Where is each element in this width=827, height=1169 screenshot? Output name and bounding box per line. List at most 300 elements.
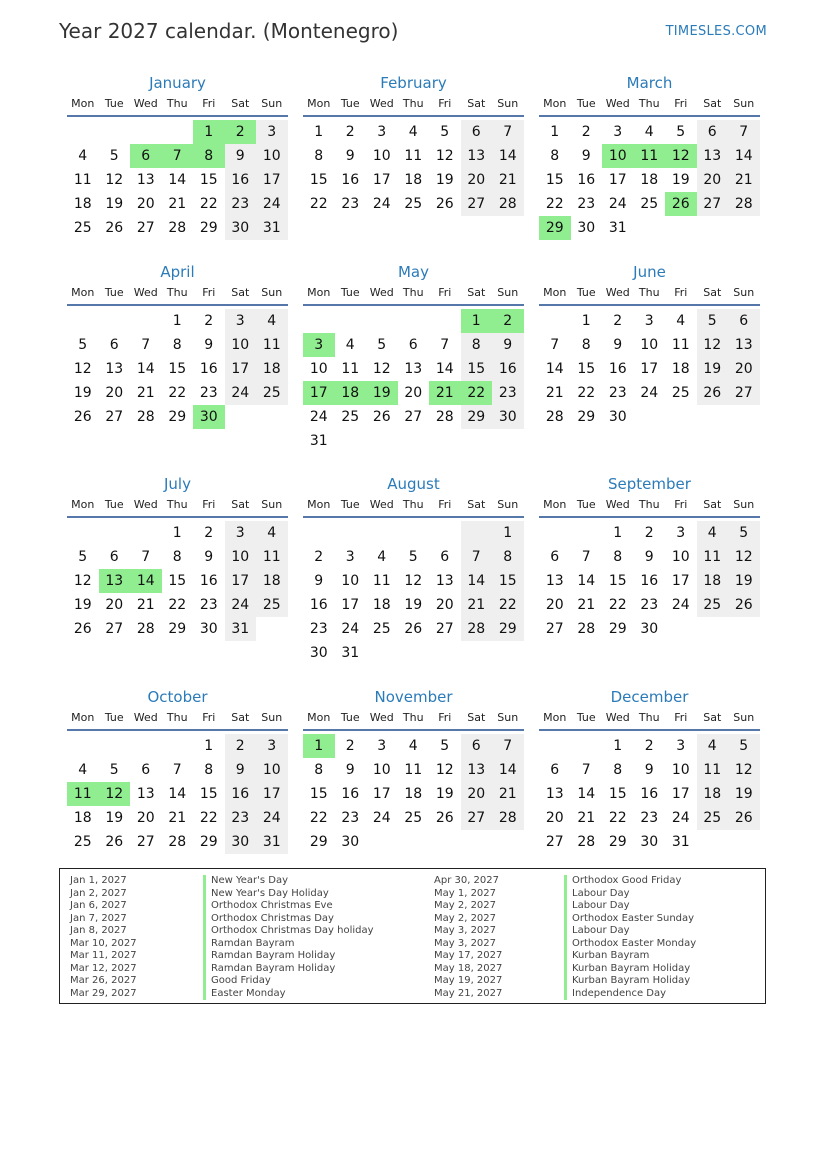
day-cell[interactable]: 13 — [461, 758, 493, 782]
day-cell[interactable]: 29 — [199, 220, 218, 236]
day-cell[interactable]: 21 — [492, 782, 524, 806]
day-cell[interactable]: 25 — [697, 806, 729, 830]
day-cell[interactable]: 18 — [372, 597, 391, 613]
day-cell[interactable]: 11 — [372, 573, 391, 589]
day-cell[interactable]: 26 — [105, 834, 124, 850]
day-cell[interactable]: 3 — [613, 124, 623, 140]
day-cell[interactable]: 6 — [550, 762, 560, 778]
day-cell[interactable]: 17 — [256, 782, 288, 806]
day-cell[interactable]: 28 — [728, 192, 760, 216]
day-cell[interactable]: 1 — [193, 120, 225, 144]
day-cell[interactable]: 4 — [78, 762, 88, 778]
day-cell[interactable]: 17 — [608, 172, 627, 188]
day-cell[interactable]: 24 — [256, 806, 288, 830]
day-cell[interactable]: 26 — [435, 810, 454, 826]
day-cell[interactable]: 30 — [341, 834, 360, 850]
day-cell[interactable]: 21 — [136, 385, 155, 401]
day-cell[interactable]: 11 — [67, 782, 99, 806]
day-cell[interactable]: 6 — [141, 762, 151, 778]
day-cell[interactable]: 8 — [314, 762, 324, 778]
day-cell[interactable]: 26 — [372, 409, 391, 425]
day-cell[interactable]: 20 — [461, 168, 493, 192]
day-cell[interactable]: 19 — [697, 357, 729, 381]
day-cell[interactable]: 5 — [440, 738, 450, 754]
day-cell[interactable]: 1 — [550, 124, 560, 140]
day-cell[interactable]: 6 — [550, 549, 560, 565]
day-cell[interactable]: 1 — [461, 309, 493, 333]
day-cell[interactable]: 15 — [492, 569, 524, 593]
day-cell[interactable]: 21 — [577, 810, 596, 826]
day-cell[interactable]: 27 — [435, 621, 454, 637]
day-cell[interactable]: 14 — [168, 172, 187, 188]
day-cell[interactable]: 17 — [640, 361, 659, 377]
day-cell[interactable]: 30 — [193, 405, 225, 429]
day-cell[interactable]: 16 — [199, 361, 218, 377]
day-cell[interactable]: 9 — [225, 144, 257, 168]
day-cell[interactable]: 27 — [545, 834, 564, 850]
day-cell[interactable]: 16 — [341, 786, 360, 802]
day-cell[interactable]: 15 — [577, 361, 596, 377]
day-cell[interactable]: 24 — [225, 381, 257, 405]
day-cell[interactable]: 23 — [492, 381, 524, 405]
day-cell[interactable]: 12 — [435, 148, 454, 164]
day-cell[interactable]: 16 — [341, 172, 360, 188]
day-cell[interactable]: 11 — [73, 172, 92, 188]
day-cell[interactable]: 29 — [461, 405, 493, 429]
day-cell[interactable]: 7 — [440, 337, 450, 353]
day-cell[interactable]: 25 — [73, 220, 92, 236]
day-cell[interactable]: 20 — [545, 597, 564, 613]
day-cell[interactable]: 16 — [225, 168, 257, 192]
day-cell[interactable]: 16 — [640, 786, 659, 802]
day-cell[interactable]: 10 — [372, 148, 391, 164]
day-cell[interactable]: 4 — [78, 148, 88, 164]
day-cell[interactable]: 23 — [577, 196, 596, 212]
day-cell[interactable]: 24 — [640, 385, 659, 401]
day-cell[interactable]: 8 — [461, 333, 493, 357]
day-cell[interactable]: 31 — [309, 433, 328, 449]
day-cell[interactable]: 5 — [408, 549, 418, 565]
day-cell[interactable]: 24 — [372, 196, 391, 212]
day-cell[interactable]: 14 — [545, 361, 564, 377]
day-cell[interactable]: 30 — [608, 409, 627, 425]
day-cell[interactable]: 1 — [204, 738, 214, 754]
day-cell[interactable]: 7 — [492, 120, 524, 144]
day-cell[interactable]: 25 — [640, 196, 659, 212]
day-cell[interactable]: 18 — [256, 569, 288, 593]
day-cell[interactable]: 24 — [256, 192, 288, 216]
day-cell[interactable]: 26 — [728, 806, 760, 830]
day-cell[interactable]: 14 — [168, 786, 187, 802]
day-cell[interactable]: 13 — [545, 573, 564, 589]
day-cell[interactable]: 11 — [697, 758, 729, 782]
day-cell[interactable]: 23 — [341, 810, 360, 826]
day-cell[interactable]: 25 — [671, 385, 690, 401]
day-cell[interactable]: 22 — [577, 385, 596, 401]
day-cell[interactable]: 16 — [492, 357, 524, 381]
day-cell[interactable]: 2 — [345, 738, 355, 754]
day-cell[interactable]: 7 — [492, 734, 524, 758]
day-cell[interactable]: 18 — [404, 786, 423, 802]
day-cell[interactable]: 11 — [404, 762, 423, 778]
day-cell[interactable]: 17 — [341, 597, 360, 613]
day-cell[interactable]: 4 — [676, 313, 686, 329]
day-cell[interactable]: 27 — [461, 806, 493, 830]
day-cell[interactable]: 17 — [671, 573, 690, 589]
day-cell[interactable]: 19 — [671, 172, 690, 188]
day-cell[interactable]: 10 — [256, 758, 288, 782]
day-cell[interactable]: 31 — [608, 220, 627, 236]
day-cell[interactable]: 23 — [225, 192, 257, 216]
day-cell[interactable]: 12 — [728, 758, 760, 782]
day-cell[interactable]: 12 — [728, 545, 760, 569]
day-cell[interactable]: 18 — [256, 357, 288, 381]
day-cell[interactable]: 29 — [608, 834, 627, 850]
day-cell[interactable]: 4 — [697, 734, 729, 758]
day-cell[interactable]: 9 — [644, 549, 654, 565]
day-cell[interactable]: 23 — [225, 806, 257, 830]
day-cell[interactable]: 1 — [581, 313, 591, 329]
day-cell[interactable]: 3 — [676, 738, 686, 754]
day-cell[interactable]: 9 — [314, 573, 324, 589]
day-cell[interactable]: 30 — [640, 834, 659, 850]
day-cell[interactable]: 7 — [141, 337, 151, 353]
day-cell[interactable]: 3 — [303, 333, 335, 357]
day-cell[interactable]: 18 — [404, 172, 423, 188]
day-cell[interactable]: 10 — [341, 573, 360, 589]
day-cell[interactable]: 29 — [608, 621, 627, 637]
day-cell[interactable]: 16 — [309, 597, 328, 613]
day-cell[interactable]: 7 — [728, 120, 760, 144]
day-cell[interactable]: 15 — [608, 786, 627, 802]
day-cell[interactable]: 9 — [204, 549, 214, 565]
day-cell[interactable]: 23 — [199, 385, 218, 401]
day-cell[interactable]: 7 — [581, 549, 591, 565]
day-cell[interactable]: 25 — [697, 593, 729, 617]
day-cell[interactable]: 7 — [141, 549, 151, 565]
day-cell[interactable]: 4 — [345, 337, 355, 353]
day-cell[interactable]: 18 — [697, 782, 729, 806]
day-cell[interactable]: 26 — [697, 381, 729, 405]
day-cell[interactable]: 27 — [105, 409, 124, 425]
day-cell[interactable]: 5 — [728, 521, 760, 545]
day-cell[interactable]: 14 — [136, 361, 155, 377]
day-cell[interactable]: 20 — [136, 810, 155, 826]
day-cell[interactable]: 3 — [256, 734, 288, 758]
day-cell[interactable]: 22 — [168, 597, 187, 613]
day-cell[interactable]: 15 — [168, 573, 187, 589]
day-cell[interactable]: 6 — [728, 309, 760, 333]
day-cell[interactable]: 8 — [550, 148, 560, 164]
day-cell[interactable]: 3 — [377, 124, 387, 140]
day-cell[interactable]: 20 — [728, 357, 760, 381]
day-cell[interactable]: 31 — [671, 834, 690, 850]
day-cell[interactable]: 21 — [461, 593, 493, 617]
day-cell[interactable]: 25 — [341, 409, 360, 425]
day-cell[interactable]: 1 — [492, 521, 524, 545]
day-cell[interactable]: 31 — [225, 617, 257, 641]
day-cell[interactable]: 2 — [644, 738, 654, 754]
day-cell[interactable]: 4 — [408, 124, 418, 140]
day-cell[interactable]: 13 — [728, 333, 760, 357]
day-cell[interactable]: 16 — [608, 361, 627, 377]
day-cell[interactable]: 7 — [581, 762, 591, 778]
day-cell[interactable]: 2 — [644, 525, 654, 541]
day-cell[interactable]: 18 — [697, 569, 729, 593]
day-cell[interactable]: 11 — [697, 545, 729, 569]
day-cell[interactable]: 8 — [204, 762, 214, 778]
day-cell[interactable]: 11 — [256, 545, 288, 569]
day-cell[interactable]: 4 — [256, 521, 288, 545]
day-cell[interactable]: 11 — [634, 144, 666, 168]
day-cell[interactable]: 22 — [309, 196, 328, 212]
day-cell[interactable]: 13 — [461, 144, 493, 168]
day-cell[interactable]: 14 — [492, 144, 524, 168]
day-cell[interactable]: 6 — [130, 144, 162, 168]
day-cell[interactable]: 24 — [341, 621, 360, 637]
day-cell[interactable]: 29 — [309, 834, 328, 850]
day-cell[interactable]: 5 — [377, 337, 387, 353]
day-cell[interactable]: 6 — [109, 337, 119, 353]
day-cell[interactable]: 6 — [109, 549, 119, 565]
day-cell[interactable]: 19 — [73, 597, 92, 613]
day-cell[interactable]: 27 — [545, 621, 564, 637]
day-cell[interactable]: 5 — [676, 124, 686, 140]
day-cell[interactable]: 22 — [199, 196, 218, 212]
day-cell[interactable]: 28 — [577, 621, 596, 637]
day-cell[interactable]: 27 — [461, 192, 493, 216]
day-cell[interactable]: 28 — [168, 834, 187, 850]
day-cell[interactable]: 22 — [608, 810, 627, 826]
day-cell[interactable]: 5 — [109, 148, 119, 164]
day-cell[interactable]: 14 — [728, 144, 760, 168]
day-cell[interactable]: 27 — [697, 192, 729, 216]
day-cell[interactable]: 20 — [105, 597, 124, 613]
day-cell[interactable]: 28 — [435, 409, 454, 425]
day-cell[interactable]: 4 — [377, 549, 387, 565]
day-cell[interactable]: 10 — [602, 144, 634, 168]
day-cell[interactable]: 12 — [404, 573, 423, 589]
day-cell[interactable]: 23 — [640, 810, 659, 826]
day-cell[interactable]: 9 — [345, 148, 355, 164]
day-cell[interactable]: 19 — [728, 569, 760, 593]
day-cell[interactable]: 20 — [697, 168, 729, 192]
day-cell[interactable]: 13 — [697, 144, 729, 168]
day-cell[interactable]: 28 — [577, 834, 596, 850]
day-cell[interactable]: 1 — [172, 313, 182, 329]
day-cell[interactable]: 12 — [697, 333, 729, 357]
day-cell[interactable]: 23 — [199, 597, 218, 613]
day-cell[interactable]: 10 — [225, 545, 257, 569]
day-cell[interactable]: 2 — [581, 124, 591, 140]
day-cell[interactable]: 2 — [225, 120, 257, 144]
day-cell[interactable]: 13 — [105, 361, 124, 377]
day-cell[interactable]: 6 — [461, 734, 493, 758]
day-cell[interactable]: 24 — [671, 810, 690, 826]
day-cell[interactable]: 23 — [608, 385, 627, 401]
day-cell[interactable]: 4 — [697, 521, 729, 545]
day-cell[interactable]: 22 — [492, 593, 524, 617]
day-cell[interactable]: 29 — [168, 409, 187, 425]
day-cell[interactable]: 2 — [613, 313, 623, 329]
day-cell[interactable]: 7 — [461, 545, 493, 569]
day-cell[interactable]: 15 — [309, 172, 328, 188]
day-cell[interactable]: 9 — [225, 758, 257, 782]
day-cell[interactable]: 26 — [105, 220, 124, 236]
day-cell[interactable]: 10 — [671, 762, 690, 778]
day-cell[interactable]: 21 — [168, 196, 187, 212]
day-cell[interactable]: 28 — [545, 409, 564, 425]
day-cell[interactable]: 14 — [577, 786, 596, 802]
day-cell[interactable]: 13 — [435, 573, 454, 589]
day-cell[interactable]: 21 — [168, 810, 187, 826]
day-cell[interactable]: 13 — [99, 569, 131, 593]
day-cell[interactable]: 7 — [172, 762, 182, 778]
day-cell[interactable]: 29 — [539, 216, 571, 240]
day-cell[interactable]: 17 — [303, 381, 335, 405]
day-cell[interactable]: 5 — [78, 549, 88, 565]
day-cell[interactable]: 4 — [644, 124, 654, 140]
day-cell[interactable]: 27 — [728, 381, 760, 405]
day-cell[interactable]: 1 — [613, 525, 623, 541]
day-cell[interactable]: 6 — [461, 120, 493, 144]
day-cell[interactable]: 5 — [440, 124, 450, 140]
day-cell[interactable]: 8 — [581, 337, 591, 353]
day-cell[interactable]: 20 — [461, 782, 493, 806]
day-cell[interactable]: 22 — [199, 810, 218, 826]
day-cell[interactable]: 3 — [644, 313, 654, 329]
day-cell[interactable]: 25 — [73, 834, 92, 850]
day-cell[interactable]: 10 — [225, 333, 257, 357]
day-cell[interactable]: 5 — [109, 762, 119, 778]
day-cell[interactable]: 11 — [671, 337, 690, 353]
day-cell[interactable]: 8 — [193, 144, 225, 168]
brand-link[interactable]: TIMESLES.COM — [665, 24, 767, 39]
day-cell[interactable]: 15 — [168, 361, 187, 377]
day-cell[interactable]: 19 — [105, 196, 124, 212]
day-cell[interactable]: 28 — [461, 617, 493, 641]
day-cell[interactable]: 28 — [492, 806, 524, 830]
day-cell[interactable]: 5 — [78, 337, 88, 353]
day-cell[interactable]: 26 — [73, 621, 92, 637]
day-cell[interactable]: 13 — [545, 786, 564, 802]
day-cell[interactable]: 19 — [404, 597, 423, 613]
day-cell[interactable]: 19 — [366, 381, 398, 405]
day-cell[interactable]: 23 — [341, 196, 360, 212]
day-cell[interactable]: 9 — [644, 762, 654, 778]
day-cell[interactable]: 21 — [577, 597, 596, 613]
day-cell[interactable]: 3 — [345, 549, 355, 565]
day-cell[interactable]: 24 — [225, 593, 257, 617]
day-cell[interactable]: 16 — [199, 573, 218, 589]
day-cell[interactable]: 19 — [435, 786, 454, 802]
day-cell[interactable]: 18 — [640, 172, 659, 188]
day-cell[interactable]: 14 — [577, 573, 596, 589]
day-cell[interactable]: 17 — [671, 786, 690, 802]
day-cell[interactable]: 26 — [435, 196, 454, 212]
day-cell[interactable]: 28 — [168, 220, 187, 236]
day-cell[interactable]: 10 — [309, 361, 328, 377]
day-cell[interactable]: 18 — [73, 196, 92, 212]
day-cell[interactable]: 29 — [577, 409, 596, 425]
day-cell[interactable]: 30 — [640, 621, 659, 637]
day-cell[interactable]: 3 — [377, 738, 387, 754]
day-cell[interactable]: 30 — [225, 830, 257, 854]
day-cell[interactable]: 25 — [404, 810, 423, 826]
day-cell[interactable]: 6 — [408, 337, 418, 353]
day-cell[interactable]: 9 — [345, 762, 355, 778]
day-cell[interactable]: 8 — [172, 337, 182, 353]
day-cell[interactable]: 29 — [492, 617, 524, 641]
day-cell[interactable]: 20 — [435, 597, 454, 613]
day-cell[interactable]: 11 — [404, 148, 423, 164]
day-cell[interactable]: 30 — [199, 621, 218, 637]
day-cell[interactable]: 15 — [461, 357, 493, 381]
day-cell[interactable]: 2 — [492, 309, 524, 333]
day-cell[interactable]: 28 — [136, 409, 155, 425]
day-cell[interactable]: 25 — [404, 196, 423, 212]
day-cell[interactable]: 2 — [204, 525, 214, 541]
day-cell[interactable]: 21 — [136, 597, 155, 613]
day-cell[interactable]: 3 — [676, 525, 686, 541]
day-cell[interactable]: 29 — [168, 621, 187, 637]
day-cell[interactable]: 19 — [105, 810, 124, 826]
day-cell[interactable]: 23 — [640, 597, 659, 613]
day-cell[interactable]: 24 — [671, 597, 690, 613]
day-cell[interactable]: 20 — [136, 196, 155, 212]
day-cell[interactable]: 10 — [256, 144, 288, 168]
day-cell[interactable]: 12 — [99, 782, 131, 806]
day-cell[interactable]: 23 — [309, 621, 328, 637]
day-cell[interactable]: 13 — [404, 361, 423, 377]
day-cell[interactable]: 19 — [728, 782, 760, 806]
day-cell[interactable]: 27 — [404, 409, 423, 425]
day-cell[interactable]: 13 — [136, 172, 155, 188]
day-cell[interactable]: 9 — [492, 333, 524, 357]
day-cell[interactable]: 6 — [440, 549, 450, 565]
day-cell[interactable]: 14 — [130, 569, 162, 593]
day-cell[interactable]: 19 — [435, 172, 454, 188]
day-cell[interactable]: 2 — [345, 124, 355, 140]
day-cell[interactable]: 10 — [671, 549, 690, 565]
day-cell[interactable]: 8 — [492, 545, 524, 569]
day-cell[interactable]: 3 — [225, 309, 257, 333]
day-cell[interactable]: 13 — [136, 786, 155, 802]
day-cell[interactable]: 9 — [581, 148, 591, 164]
day-cell[interactable]: 25 — [256, 381, 288, 405]
day-cell[interactable]: 30 — [225, 216, 257, 240]
day-cell[interactable]: 17 — [256, 168, 288, 192]
day-cell[interactable]: 1 — [172, 525, 182, 541]
day-cell[interactable]: 8 — [314, 148, 324, 164]
day-cell[interactable]: 21 — [728, 168, 760, 192]
day-cell[interactable]: 5 — [728, 734, 760, 758]
day-cell[interactable]: 4 — [408, 738, 418, 754]
day-cell[interactable]: 15 — [608, 573, 627, 589]
day-cell[interactable]: 4 — [256, 309, 288, 333]
day-cell[interactable]: 12 — [105, 172, 124, 188]
day-cell[interactable]: 16 — [225, 782, 257, 806]
day-cell[interactable]: 16 — [577, 172, 596, 188]
day-cell[interactable]: 26 — [728, 593, 760, 617]
day-cell[interactable]: 21 — [429, 381, 461, 405]
day-cell[interactable]: 12 — [73, 361, 92, 377]
day-cell[interactable]: 26 — [404, 621, 423, 637]
day-cell[interactable]: 18 — [671, 361, 690, 377]
day-cell[interactable]: 24 — [608, 196, 627, 212]
day-cell[interactable]: 27 — [136, 834, 155, 850]
day-cell[interactable]: 12 — [73, 573, 92, 589]
